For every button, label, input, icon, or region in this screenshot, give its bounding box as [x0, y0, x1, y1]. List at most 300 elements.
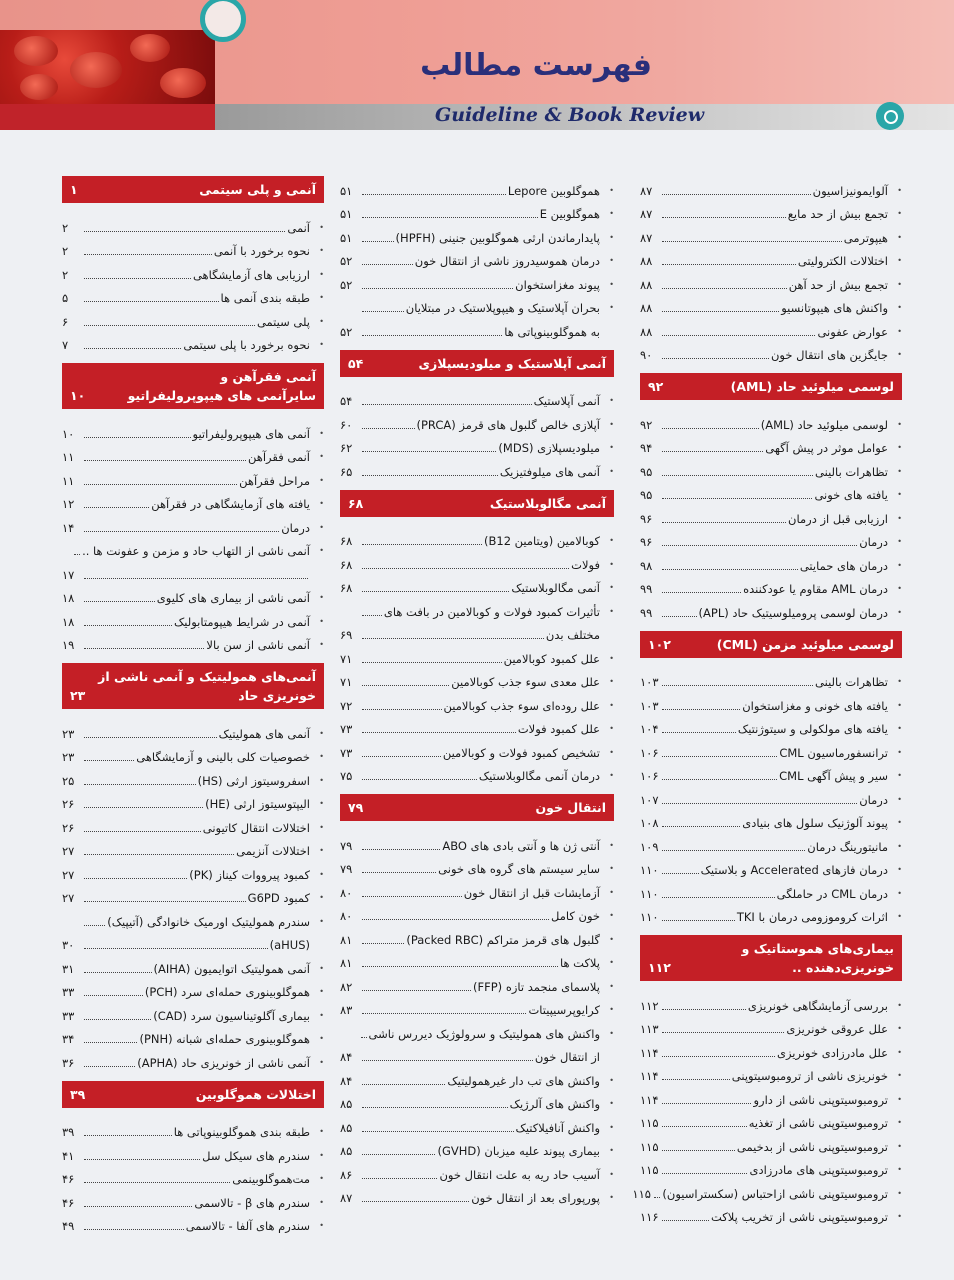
toc-entry[interactable]: [640, 526, 902, 550]
toc-entry[interactable]: [340, 221, 614, 245]
toc-entry[interactable]: [340, 292, 614, 316]
toc-entry[interactable]: [340, 619, 614, 643]
toc-entry-title: پورپورای بعد از انتقال خون: [471, 1191, 600, 1205]
toc-entry-title: آنمی های هیپوپرولیفراتیو: [192, 426, 310, 441]
dot-leader: [84, 325, 255, 326]
dot-leader: [84, 1135, 172, 1136]
section-gap: [62, 1070, 324, 1079]
toc-entry-title: یافته های مولکولی و سیتوژنتیک: [737, 722, 888, 736]
toc-entry-title: پلاکت ها: [559, 956, 600, 970]
toc-entry[interactable]: [640, 455, 902, 479]
toc-entry-page: ۳۳: [62, 1008, 75, 1023]
toc-entry[interactable]: [640, 807, 902, 831]
toc-entry[interactable]: [640, 713, 902, 737]
toc-entry-title: ترانسفورماسیون CML: [779, 745, 888, 760]
dot-leader: [654, 1197, 660, 1198]
toc-entry[interactable]: [640, 432, 902, 456]
dot-leader: [362, 732, 516, 733]
toc-entry[interactable]: [640, 573, 902, 597]
toc-entry-title: تأثیرات کمبود فولات و کوبالامین در بافت های: [383, 604, 600, 619]
toc-entry-title: میلودیسپلازی (MDS): [498, 441, 600, 455]
bullet-icon: •: [319, 1221, 324, 1230]
toc-entry[interactable]: [340, 1088, 614, 1112]
toc-entry[interactable]: [640, 1060, 902, 1084]
toc-entry[interactable]: [340, 760, 614, 784]
toc-entry-title: درمان هموسیدروز ناشی از انتقال خون: [414, 254, 600, 268]
dot-leader: [662, 616, 697, 617]
bullet-icon: •: [897, 1141, 902, 1151]
toc-entry-title: واکنش های آلرژیک: [509, 1097, 600, 1111]
toc-entry[interactable]: [640, 339, 902, 363]
bullet-icon: •: [319, 222, 324, 232]
toc-entry[interactable]: [340, 174, 614, 198]
toc-entry-title: فولات: [571, 557, 600, 572]
toc-entry-title: علل روده‌ای سوء جذب کوبالامین: [443, 698, 600, 713]
toc-entry[interactable]: [640, 989, 902, 1013]
bullet-icon: •: [897, 419, 902, 429]
toc-entry-page: ۱۱۴: [640, 1092, 659, 1107]
toc-entry-page: ۱۹: [62, 638, 75, 652]
dot-leader: [362, 1201, 469, 1202]
toc-entry[interactable]: [640, 549, 902, 573]
toc-entry[interactable]: [62, 717, 324, 741]
toc-entry[interactable]: [340, 525, 614, 549]
toc-entry[interactable]: [640, 1036, 902, 1060]
toc-entry[interactable]: [62, 1163, 324, 1187]
bullet-icon: •: [609, 1075, 614, 1085]
toc-entry[interactable]: [640, 1013, 902, 1037]
toc-entry-title: آنمی در شرایط هیپومتابولیک: [173, 614, 310, 629]
toc-entry-page: ۱۰۶: [640, 769, 659, 783]
bullet-icon: •: [897, 303, 902, 312]
bullet-icon: •: [319, 846, 324, 855]
toc-entry[interactable]: [640, 315, 902, 339]
toc-entry[interactable]: [340, 572, 614, 596]
dot-leader: [74, 554, 80, 555]
toc-entry[interactable]: [640, 408, 902, 432]
toc-entry-title: اسفروسیتوز ارثی (HS): [197, 773, 310, 788]
toc-entry-title: درمان آنمی مگالوبلاستیک: [478, 769, 600, 783]
toc-entry-title: درمان: [859, 792, 888, 807]
toc-entry-title: ارزیابی های آزمایشگاهی: [192, 267, 310, 282]
bullet-icon: •: [319, 293, 324, 302]
toc-column-right: [62, 174, 324, 1233]
toc-entry-page: ۲۳: [62, 750, 75, 764]
toc-entry-page: ۹۹: [640, 582, 653, 596]
toc-entry-page: ۱۸: [62, 591, 75, 605]
toc-entry-page: ۱۱۵: [632, 1186, 651, 1201]
toc-entry[interactable]: [640, 689, 902, 713]
toc-entry[interactable]: [340, 432, 614, 456]
toc-entry-page: ۸۸: [640, 254, 653, 268]
toc-entry-page: ۹۸: [640, 558, 653, 573]
bullet-icon: •: [609, 771, 614, 780]
toc-entry[interactable]: [640, 783, 902, 807]
dot-leader: [662, 1056, 775, 1057]
bullet-icon: •: [319, 340, 324, 349]
bullet-icon: •: [319, 893, 324, 902]
toc-entry[interactable]: [340, 1017, 614, 1041]
toc-entry[interactable]: [62, 441, 324, 465]
dot-leader: [662, 358, 769, 359]
toc-entry-title: مانیتورینگ درمان: [807, 839, 888, 854]
dot-leader: [362, 568, 569, 569]
toc-entry[interactable]: [62, 417, 324, 441]
toc-entry[interactable]: [62, 764, 324, 788]
toc-entry[interactable]: [62, 1046, 324, 1070]
toc-entry[interactable]: [632, 1177, 902, 1201]
bullet-icon: •: [319, 963, 324, 973]
bullet-icon: •: [897, 912, 902, 921]
toc-entry-page: ۳۴: [62, 1032, 75, 1046]
toc-entry[interactable]: [340, 666, 614, 690]
toc-entry[interactable]: [62, 976, 324, 1000]
toc-entry[interactable]: [640, 245, 902, 269]
toc-entry[interactable]: [340, 385, 614, 409]
toc-entry[interactable]: [340, 268, 614, 292]
bullet-icon: •: [897, 443, 902, 452]
dot-leader: [84, 760, 134, 761]
toc-entry[interactable]: [340, 548, 614, 572]
toc-entry-page: ۱۰: [62, 426, 75, 441]
toc-entry[interactable]: [62, 464, 324, 488]
dot-leader: [362, 990, 471, 991]
toc-entry[interactable]: [640, 1201, 902, 1225]
toc-entry-page: ۱۱۴: [640, 1069, 659, 1083]
toc-entry-title: آنمی آپلاستیک: [533, 394, 600, 408]
bullet-icon: •: [897, 513, 902, 523]
toc-entry-page: ۹۴: [640, 441, 653, 455]
toc-entry[interactable]: [62, 605, 324, 629]
bullet-icon: •: [609, 653, 614, 663]
toc-entry[interactable]: [640, 901, 902, 925]
toc-entry[interactable]: [640, 596, 902, 620]
dot-leader: [84, 1019, 151, 1020]
toc-entry-title: علل معدی سوء جذب کوبالامین: [451, 675, 600, 689]
toc-entry[interactable]: [340, 315, 614, 339]
bullet-icon: •: [609, 256, 614, 265]
toc-entry-page: ۷۵: [340, 769, 353, 783]
toc-entry[interactable]: [640, 198, 902, 222]
toc-entry-title: بیماری پیوند علیه میزبان (GVHD): [437, 1144, 600, 1158]
bullet-icon: •: [897, 1071, 902, 1080]
toc-entry[interactable]: [640, 221, 902, 245]
toc-entry-title: آنمی: [287, 220, 310, 235]
toc-entry-page: ۶۸: [340, 581, 353, 595]
toc-entry-page: ۶۰: [340, 417, 353, 432]
bullet-icon: •: [897, 256, 902, 265]
bullet-icon: •: [609, 958, 614, 967]
dot-leader: [362, 685, 449, 686]
toc-entry-page: ۳۶: [62, 1055, 75, 1070]
section-title: آنمی مگالوبلاستیک: [489, 495, 606, 511]
section-page-number: ۱: [70, 182, 78, 197]
toc-entry-page: ۱۲: [62, 497, 75, 511]
toc-entry[interactable]: [62, 305, 324, 329]
bullet-icon: •: [897, 1047, 902, 1057]
toc-entry-page: ۱۰۷: [640, 792, 659, 807]
toc-entry[interactable]: [340, 1064, 614, 1088]
toc-entry-page: ۶۲: [340, 441, 353, 455]
toc-entry[interactable]: [62, 629, 324, 653]
section-header: [340, 490, 614, 517]
dot-leader: [84, 878, 187, 879]
toc-entry-page: ۹۶: [640, 511, 653, 526]
dot-leader: [361, 1037, 367, 1038]
toc-entry[interactable]: [340, 994, 614, 1018]
toc-entry[interactable]: [340, 408, 614, 432]
dot-leader: [362, 1178, 437, 1179]
bullet-icon: •: [319, 452, 324, 461]
dot-leader: [662, 1103, 751, 1104]
toc-entry[interactable]: [340, 595, 614, 619]
toc-entry-page: ۲: [62, 244, 69, 258]
toc-entry[interactable]: [62, 788, 324, 812]
toc-entry-title: بررسی آزمایشگاهی خونریزی: [747, 998, 888, 1013]
toc-entry-page: ۹۲: [640, 417, 653, 432]
toc-entry-page: ۱۱۵: [640, 1116, 659, 1130]
publisher-logo-icon: [876, 102, 904, 130]
dot-leader: [662, 920, 735, 921]
dot-leader: [84, 784, 196, 785]
toc-entry-title: آنمی همولیتیک اتوایمیون (AIHA): [153, 961, 310, 976]
toc-entry[interactable]: [62, 905, 324, 929]
toc-entry-title: ترومبوسیتوپنی ناشی از دارو: [753, 1092, 888, 1107]
toc-entry[interactable]: [62, 1210, 324, 1234]
toc-entry[interactable]: [640, 479, 902, 503]
toc-entry-page: ۲: [62, 220, 69, 235]
toc-entry-title: الیپتوسیتوز ارثی (HE): [205, 797, 310, 811]
toc-entry-title: آسیب حاد ریه به علت انتقال خون: [439, 1167, 600, 1182]
toc-entry[interactable]: [62, 535, 324, 559]
toc-entry[interactable]: [640, 877, 902, 901]
bullet-icon: •: [897, 350, 902, 359]
toc-entry-page: ۴۱: [62, 1148, 75, 1163]
bullet-icon: •: [897, 1094, 902, 1104]
toc-entry[interactable]: [62, 488, 324, 512]
dot-leader: [84, 995, 143, 996]
toc-entry[interactable]: [62, 329, 324, 353]
dot-leader: [362, 849, 440, 850]
dot-leader: [84, 737, 217, 738]
bullet-icon: •: [609, 303, 614, 312]
toc-entry-title: بحران آپلاستیک و هیپوپلاستیک در مبتلایان: [405, 301, 600, 315]
toc-entry[interactable]: [340, 455, 614, 479]
toc-entry[interactable]: [340, 1111, 614, 1135]
toc-entry[interactable]: [62, 952, 324, 976]
toc-entry[interactable]: [62, 835, 324, 859]
bullet-icon: •: [609, 559, 614, 569]
toc-entry[interactable]: [340, 1135, 614, 1159]
bullet-icon: •: [319, 869, 324, 879]
toc-entry[interactable]: [640, 268, 902, 292]
toc-entry[interactable]: [340, 1041, 614, 1065]
toc-entry[interactable]: [62, 811, 324, 835]
toc-entry-page: ۲۷: [62, 844, 75, 858]
bullet-icon: •: [609, 864, 614, 873]
dot-leader: [362, 1107, 508, 1108]
toc-entry[interactable]: [340, 642, 614, 666]
bullet-icon: •: [319, 1150, 324, 1160]
toc-entry[interactable]: [340, 853, 614, 877]
toc-entry[interactable]: [62, 258, 324, 282]
dot-leader: [662, 732, 736, 733]
toc-entry-title: جایگزین های انتقال خون: [770, 348, 888, 362]
toc-entry-page: ۵۲: [340, 324, 353, 339]
toc-entry-page: ۱۰۹: [640, 839, 659, 854]
bullet-icon: •: [319, 269, 324, 279]
toc-entry[interactable]: [340, 198, 614, 222]
section-page-number: ۷۹: [348, 800, 364, 815]
toc-entry-page: ۵: [62, 291, 69, 305]
toc-entry-page: ۴۶: [62, 1172, 75, 1186]
toc-entry-title: کوبالامین (ویتامین B12): [483, 534, 600, 548]
dot-leader: [662, 1150, 735, 1151]
toc-entry-title: گلبول های قرمز متراکم (Packed RBC): [406, 932, 600, 947]
toc-entry[interactable]: [640, 1130, 902, 1154]
section-title: آنمی و پلی سیتمی: [199, 182, 316, 197]
dot-leader: [662, 288, 787, 289]
toc-entry-page: ۷۹: [340, 862, 353, 876]
toc-entry-title: یافته های آزمایشگاهی در فقرآهن: [151, 497, 310, 511]
dot-leader: [662, 1173, 747, 1174]
dot-leader: [662, 335, 815, 336]
toc-entry[interactable]: [640, 854, 902, 878]
section-page-number: ۱۱۲: [648, 960, 671, 975]
toc-entry-page: ۲۷: [62, 867, 75, 882]
section-page-number: ۲۳: [70, 688, 86, 703]
toc-column-left: [632, 174, 902, 1224]
bullet-icon: •: [319, 728, 324, 738]
toc-entry[interactable]: [62, 858, 324, 882]
toc-entry-title: تجمع بیش از حد آهن: [788, 277, 888, 292]
toc-entry[interactable]: [340, 829, 614, 853]
toc-entry-page: ۱۱۵: [640, 1139, 659, 1154]
toc-entry[interactable]: [62, 1116, 324, 1140]
toc-entry-page: ۲۶: [62, 797, 75, 811]
bullet-icon: •: [609, 747, 614, 757]
toc-entry-page: ۵۲: [340, 277, 353, 292]
bullet-icon: •: [897, 1212, 902, 1221]
toc-entry-title: طبقه بندی آنمی ها: [220, 291, 310, 305]
toc-entry[interactable]: [640, 1154, 902, 1178]
bullet-icon: •: [609, 1122, 614, 1132]
bullet-icon: •: [609, 1169, 614, 1179]
toc-entry-page: ۶: [62, 314, 69, 329]
toc-entry-title: هموگلوبینوری حمله‌ای سرد (PCH): [144, 985, 310, 999]
toc-entry-title: واکنش آنافیلاکتیک: [515, 1120, 600, 1135]
toc-entry[interactable]: [62, 999, 324, 1023]
toc-entry[interactable]: [640, 736, 902, 760]
section-header: [62, 1081, 324, 1108]
dot-leader: [84, 1066, 135, 1067]
bullet-icon: •: [897, 279, 902, 289]
toc-entry[interactable]: [640, 666, 902, 690]
toc-entry[interactable]: [62, 882, 324, 906]
toc-entry[interactable]: [62, 282, 324, 306]
dot-leader: [662, 217, 786, 218]
dot-leader: [662, 826, 740, 827]
toc-entry[interactable]: [640, 292, 902, 316]
toc-entry-page: ۸۴: [340, 1050, 353, 1064]
toc-entry[interactable]: [62, 1186, 324, 1210]
toc-entry[interactable]: [62, 929, 324, 953]
dot-leader: [84, 1159, 200, 1160]
toc-entry[interactable]: [340, 923, 614, 947]
dot-leader: [362, 311, 404, 312]
toc-entry[interactable]: [340, 970, 614, 994]
toc-entry-title: ترومبوسیتوپنی ناشی از بدخیمی: [736, 1139, 888, 1154]
bullet-icon: •: [897, 209, 902, 218]
toc-entry-page: ۸۸: [640, 301, 653, 315]
toc-entry-page: ۷۳: [340, 745, 353, 760]
toc-entry-page: ۸۵: [340, 1120, 353, 1135]
toc-entry[interactable]: [340, 1182, 614, 1206]
bullet-icon: •: [609, 1146, 614, 1155]
toc-entry[interactable]: [62, 1139, 324, 1163]
toc-entry-page: ۸۶: [340, 1167, 353, 1182]
toc-entry-page: ۳۹: [62, 1125, 75, 1139]
toc-entry[interactable]: [62, 511, 324, 535]
bullet-icon: •: [319, 1197, 324, 1207]
toc-entry[interactable]: [340, 689, 614, 713]
toc-entry[interactable]: [62, 741, 324, 765]
toc-entry[interactable]: [340, 245, 614, 269]
toc-entry[interactable]: [640, 760, 902, 784]
dot-leader: [662, 1009, 746, 1010]
toc-entry-page: ۸۳: [340, 1003, 353, 1017]
toc-entry[interactable]: [62, 1023, 324, 1047]
toc-entry[interactable]: [62, 558, 324, 582]
toc-entry-title: علل کمبود کوبالامین: [503, 651, 600, 666]
toc-entry-title: آنمی مگالوبلاستیک: [511, 581, 600, 595]
toc-entry[interactable]: [640, 1083, 902, 1107]
toc-entry-title: آپلازی خالص گلبول های قرمز (PRCA): [416, 417, 600, 432]
bullet-icon: •: [319, 522, 324, 532]
dot-leader: [662, 498, 812, 499]
section-title: اختلالات هموگلوبین: [195, 1086, 316, 1102]
toc-entry-title: لوسمی میلوئید حاد (AML): [760, 417, 888, 432]
toc-entry[interactable]: [640, 174, 902, 198]
toc-entry-page: ۹۵: [640, 488, 653, 502]
bullet-icon: •: [897, 466, 902, 476]
toc-entry-title: نحوه برخورد با پلی سیتمی: [183, 338, 310, 352]
toc-entry[interactable]: [340, 736, 614, 760]
toc-entry[interactable]: [62, 235, 324, 259]
toc-entry[interactable]: [62, 211, 324, 235]
toc-entry[interactable]: [62, 582, 324, 606]
dot-leader: [662, 545, 857, 546]
dot-leader: [84, 1182, 230, 1183]
toc-entry[interactable]: [340, 876, 614, 900]
toc-entry-page: ۲۳: [62, 726, 75, 741]
toc-entry[interactable]: [640, 830, 902, 854]
toc-entry[interactable]: [640, 502, 902, 526]
toc-entry[interactable]: [340, 947, 614, 971]
toc-entry-page: ۹۰: [640, 348, 653, 362]
section-gap: [340, 339, 614, 348]
toc-entry-page: ۵۱: [340, 230, 353, 245]
toc-entry[interactable]: [340, 1158, 614, 1182]
toc-entry[interactable]: [640, 1107, 902, 1131]
toc-entry-page: ۸۱: [340, 956, 353, 970]
toc-entry[interactable]: [340, 900, 614, 924]
toc-entry-title: طبقه بندی هموگلوبینوپاتی ها: [173, 1125, 310, 1139]
toc-entry-title: پیوند مغزاستخوان: [515, 277, 600, 292]
bullet-icon: •: [609, 232, 614, 242]
toc-entry[interactable]: [340, 713, 614, 737]
dot-leader: [84, 437, 191, 438]
